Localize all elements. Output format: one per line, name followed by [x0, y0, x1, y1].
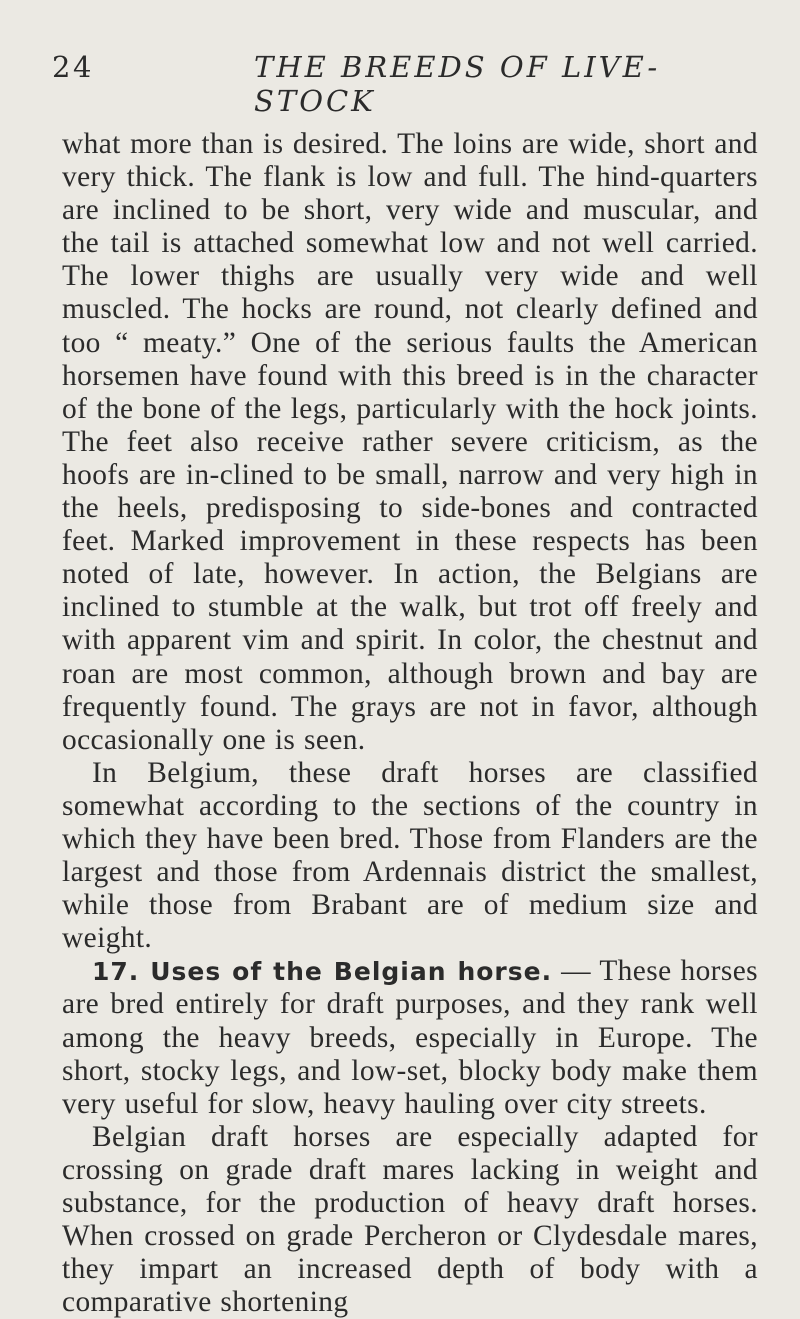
body-text: [62, 128, 758, 1319]
paragraph-3-text: — These horses are bred entirely for draft purposes, and they rank well among the heavy breeds, especially in Europe. The short, stocky legs, and low-set, blocky body make them very useful for slow, heavy hauling over city streets.: [62, 955, 758, 1120]
running-head: [52, 50, 760, 118]
paragraph-3: [62, 955, 758, 1120]
paragraph-2: In Belgium, these draft horses are classified somewhat according to the sections of the country in which they have been bred. Those from Flanders are the largest and those from Ardennais district the smallest, while those from Brabant are of medium size and weight.: [62, 756, 758, 955]
paragraph-1: what more than is desired. The loins are wide, short and very thick. The flank is low and full. The hind-quarters are inclined to be short, very wide and muscular, and the tail is attached somewhat low and not well carried. The lower thighs are usually very wide and well muscled. The hocks are round, not clearly defined and too “ meaty.” One of the serious faults the American horsemen have found with this breed is in the character of the bone of the legs, particularly with the hock joints. The feet also receive rather severe criticism, as the hoofs are in-clined to be small, narrow and very high in the heels, predisposing to side-bones and contracted feet. Marked improvement in these respects has been noted of late, however. In action, the Belgians are inclined to stumble at the walk, but trot off freely and with apparent vim and spirit. In color, the chestnut and roan are most common, although brown and bay are frequently found. The grays are not in favor, although occasionally one is seen.: [62, 128, 758, 756]
section-heading: 17. Uses of the Belgian horse.: [92, 957, 553, 987]
running-title: THE BREEDS OF LIVE-STOCK: [254, 50, 661, 118]
page-number: 24: [52, 50, 94, 84]
paragraph-4: Belgian draft horses are especially adapted for crossing on grade draft mares lacking in weight and substance, for the production of heavy draft horses. When crossed on grade Percheron or Clydesdale mares, they impart an increased depth of body with a comparative shortening: [62, 1120, 758, 1319]
